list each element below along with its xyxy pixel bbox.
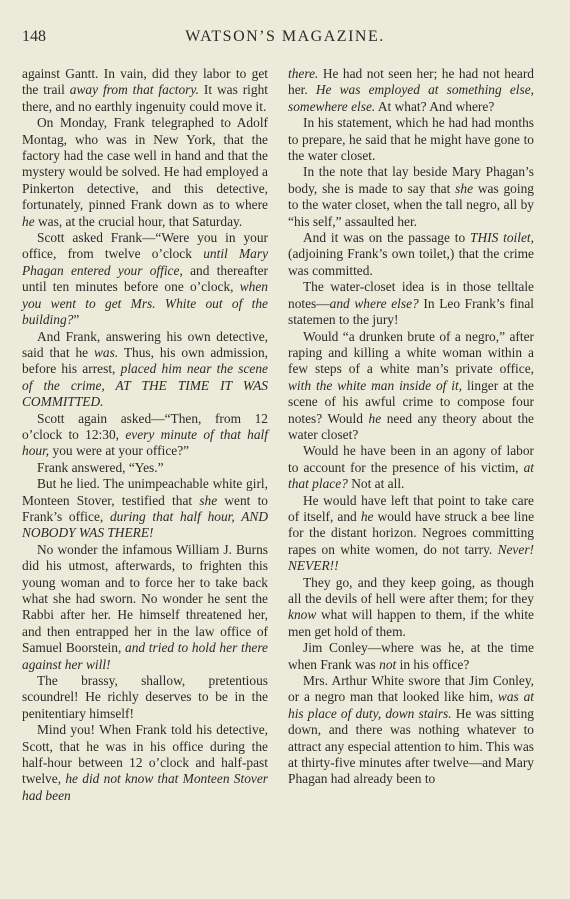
paragraph [288, 640, 534, 673]
italic-text: He was employed at something else, somewhere else. [288, 82, 534, 114]
italic-text: THIS toilet, [470, 230, 534, 246]
text-run: But he lied. The unimpeachable white girl, Monteen Stover, testified that [22, 476, 268, 508]
paragraph [288, 164, 534, 230]
italic-text: not [379, 656, 397, 672]
text-run: went to Frank’s office, [22, 492, 268, 524]
italic-text: he [22, 213, 35, 229]
italic-text: away from that factory. [69, 82, 199, 98]
italic-text: he did not know that Monteen Stover had been [22, 771, 268, 803]
text-run: Mrs. Arthur White swore that Jim Conley, or a negro man that looked like him, [288, 673, 534, 705]
text-run: was going to the water closet, when the tall negro, all by “his self,” assaulted her. [288, 180, 534, 229]
text-run: He would have left that point to take care of itself, and [288, 492, 534, 524]
text-run: The brassy, shallow, pretentious scoundrel! He richly deserves to be in the penitentiary himself! [22, 673, 268, 721]
paragraph [22, 66, 268, 115]
italic-text: there. [288, 66, 319, 81]
text-run: Would he have been in an agony of labor to account for the presence of his victim, [288, 443, 534, 475]
italic-text: was. [93, 344, 119, 360]
text-run: On Monday, Frank telegraphed to Adolf Montag, who was in New York, that the factory had the case well in hand and that the mystery would be solved. He had employed a Pinkerton detective, and this detective, fortunately, pinned Frank down as to where [22, 115, 268, 213]
text-run: In his statement, which he had had months to prepare, he said that he might have gone to the water closet. [288, 115, 534, 164]
text-run: would have struck a bee line for the distant horizon. Negroes committing rapes on white women, do not tarry. [288, 508, 535, 557]
text-run: He had not seen her; he had not heard her. [288, 66, 534, 98]
page-header [22, 28, 548, 50]
paragraph [22, 230, 268, 328]
magazine-title: WATSON’S MAGAZINE. [185, 28, 385, 45]
paragraph [22, 673, 268, 722]
text-run: In Leo Frank’s final statemen to the jury! [288, 295, 534, 328]
italic-text: she [455, 180, 474, 196]
page-number: 148 [22, 28, 46, 45]
paragraph [288, 673, 534, 788]
paragraph [288, 329, 534, 444]
paragraph [288, 66, 534, 115]
italic-text: every minute of that half hour, [22, 426, 268, 459]
text-run: Would “a drunken brute of a negro,” after raping and killing a white woman within a few steps of a white man’s private office, [288, 328, 534, 377]
paragraph [288, 575, 534, 641]
italic-text: was at his place of duty, down stairs. [288, 689, 534, 721]
paragraph [22, 115, 268, 230]
text-run: (adjoining Frank’s own toilet,) that the crime was committed. [288, 246, 534, 278]
text-run: No wonder the infamous William J. Burns did his utmost, afterwards, to frighten this young woman and to force her to take back what she had sworn. No wonder he sent the Rabbi after her. He himself threatened her, and then entrapped her in the law office of Samuel Boorstein, [22, 541, 268, 656]
text-run: They go, and they keep going, as though all the devils of hell were after them; for they [288, 574, 534, 606]
text-run: what will happen to them, if the white men get hold of them. [288, 607, 534, 639]
italic-text: at that place? [288, 459, 534, 492]
text-run: Scott again asked—“Then, from 12 o’clock to 12:30, [22, 410, 268, 442]
text-run: ” [73, 312, 80, 328]
text-run: At what? And where? [375, 98, 495, 114]
italic-text: until Mary Phagan entered your office, [22, 246, 269, 278]
paragraph [22, 476, 268, 542]
italic-text: she [199, 492, 218, 508]
italic-text: during that half hour, AND NOBODY WAS THERE! [22, 508, 269, 541]
paragraph [288, 493, 534, 575]
italic-text: when you went to get Mrs. White out of the building? [22, 279, 268, 328]
text-run: was, at the crucial hour, that Saturday. [34, 213, 243, 229]
text-run: Scott asked Frank—“Were you in your office, from twelve o’clock [22, 230, 268, 262]
italic-text: and where else? [329, 295, 419, 311]
paragraph [22, 542, 268, 673]
text-run: And it was on the passage to [303, 230, 471, 246]
text-run: And Frank, answering his own detective, said that he [22, 328, 268, 360]
text-run: you were at your office?” [49, 443, 190, 459]
paragraph [288, 115, 534, 164]
text-run: Not at all. [347, 476, 405, 492]
left-column [22, 66, 268, 804]
paragraph [22, 329, 268, 411]
text-run: It was right there, and no earthly ingenuity could move it. [22, 82, 268, 114]
italic-text: placed him near the scene of the crime, AT THE TIME IT WAS COMMITTED. [22, 361, 268, 410]
italic-text: know [288, 607, 317, 623]
text-run: and thereafter until ten minutes before one o’clock, [22, 262, 268, 295]
paragraph [288, 443, 534, 492]
right-column [288, 66, 534, 788]
text-run: In the note that lay beside Mary Phagan’s body, she is made to say that [288, 164, 534, 196]
paragraph [288, 279, 534, 328]
text-run: The water-closet idea is in those telltale notes— [288, 279, 534, 311]
paragraph [22, 460, 268, 476]
text-run: against Gantt. In vain, did they labor to get the trail [22, 66, 268, 98]
text-run: linger at the scene of his awful crime to compose four notes? Would [288, 377, 534, 426]
text-run: Jim Conley—where was he, at the time when Frank was [288, 640, 534, 672]
italic-text: with the white man inside of it, [288, 377, 463, 393]
text-run: need any theory about the water closet? [288, 410, 534, 442]
italic-text: he [360, 508, 374, 524]
text-run: Frank answered, “Yes.” [37, 459, 164, 475]
text-run: in his office? [396, 656, 470, 672]
italic-text: Never! NEVER!! [288, 541, 534, 574]
paragraph [288, 230, 534, 279]
italic-text: he [368, 410, 382, 426]
text-run: Thus, his own admission, before his arrest, [22, 344, 268, 377]
text-run: Mind you! When Frank told his detective, Scott, that he was in his office during the half-hour between 12 o’clock and half-past twelve, [22, 722, 268, 787]
italic-text: and tried to hold her there against her will! [22, 640, 268, 672]
paragraph [22, 411, 268, 460]
paragraph [22, 722, 268, 804]
text-run: He was sitting down, and there was nothing whatever to attract any especial attention to him. This was at thirty-five minutes after twelve—and Mary Phagan had already been to [288, 705, 534, 787]
